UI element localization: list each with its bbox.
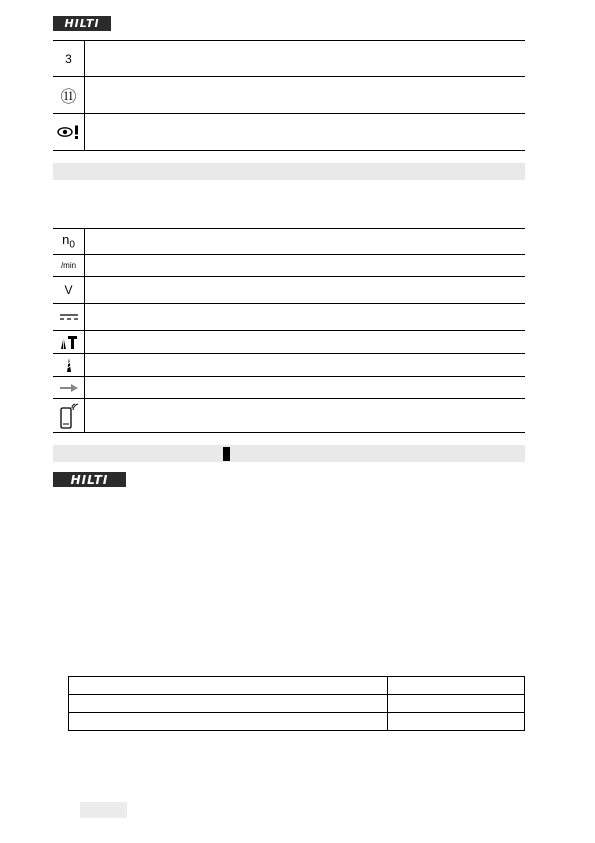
rated-speed-symbol: $n_0$ (62, 232, 75, 251)
symbol-row (53, 41, 525, 77)
table-cell (69, 713, 388, 731)
hammer-drilling-icon (60, 335, 78, 350)
table-row (69, 677, 525, 695)
symbol-cell (53, 255, 85, 276)
symbols-table-top (53, 40, 525, 151)
symbol-cell (53, 77, 85, 113)
drill-bit-icon (65, 357, 73, 373)
per-minute-symbol: /min (60, 261, 77, 270)
symbol-cell (53, 304, 85, 330)
symbol-row (53, 331, 525, 354)
section-marker (223, 447, 230, 461)
symbol-row (53, 255, 525, 277)
spec-table (68, 676, 525, 731)
symbol-row (53, 277, 525, 304)
symbols-table-units (53, 228, 525, 433)
symbol-cell (53, 331, 85, 353)
symbol-cell (53, 377, 85, 398)
symbol-row (53, 399, 525, 433)
phone-wireless-icon (59, 402, 79, 430)
number-3-label: 3 (65, 51, 72, 66)
table-cell (388, 713, 525, 731)
table-row (69, 713, 525, 731)
section-heading-band (53, 163, 525, 180)
circled-11-icon: ⑪ (60, 86, 77, 106)
symbol-row (53, 114, 525, 151)
table-cell (388, 695, 525, 713)
page-number-box (80, 802, 127, 818)
symbol-cell (53, 41, 85, 76)
symbol-cell (53, 277, 85, 303)
symbol-cell (53, 399, 85, 432)
symbol-cell (53, 229, 85, 254)
volt-symbol: V (64, 283, 73, 297)
symbol-row (53, 304, 525, 331)
symbol-row (53, 77, 525, 114)
arrow-right-icon (59, 384, 79, 392)
table-cell (388, 677, 525, 695)
symbol-cell (53, 354, 85, 376)
table-cell (69, 695, 388, 713)
table-row (69, 695, 525, 713)
hilti-logo: HILTI (53, 472, 126, 487)
eye-warning-icon (57, 125, 81, 139)
symbol-row (53, 354, 525, 377)
table-cell (69, 677, 388, 695)
hilti-logo: HILTI (53, 16, 111, 31)
direct-current-icon (59, 313, 79, 321)
symbol-row (53, 377, 525, 399)
section-heading-band (53, 445, 525, 462)
symbol-cell (53, 114, 85, 150)
symbol-row (53, 229, 525, 255)
